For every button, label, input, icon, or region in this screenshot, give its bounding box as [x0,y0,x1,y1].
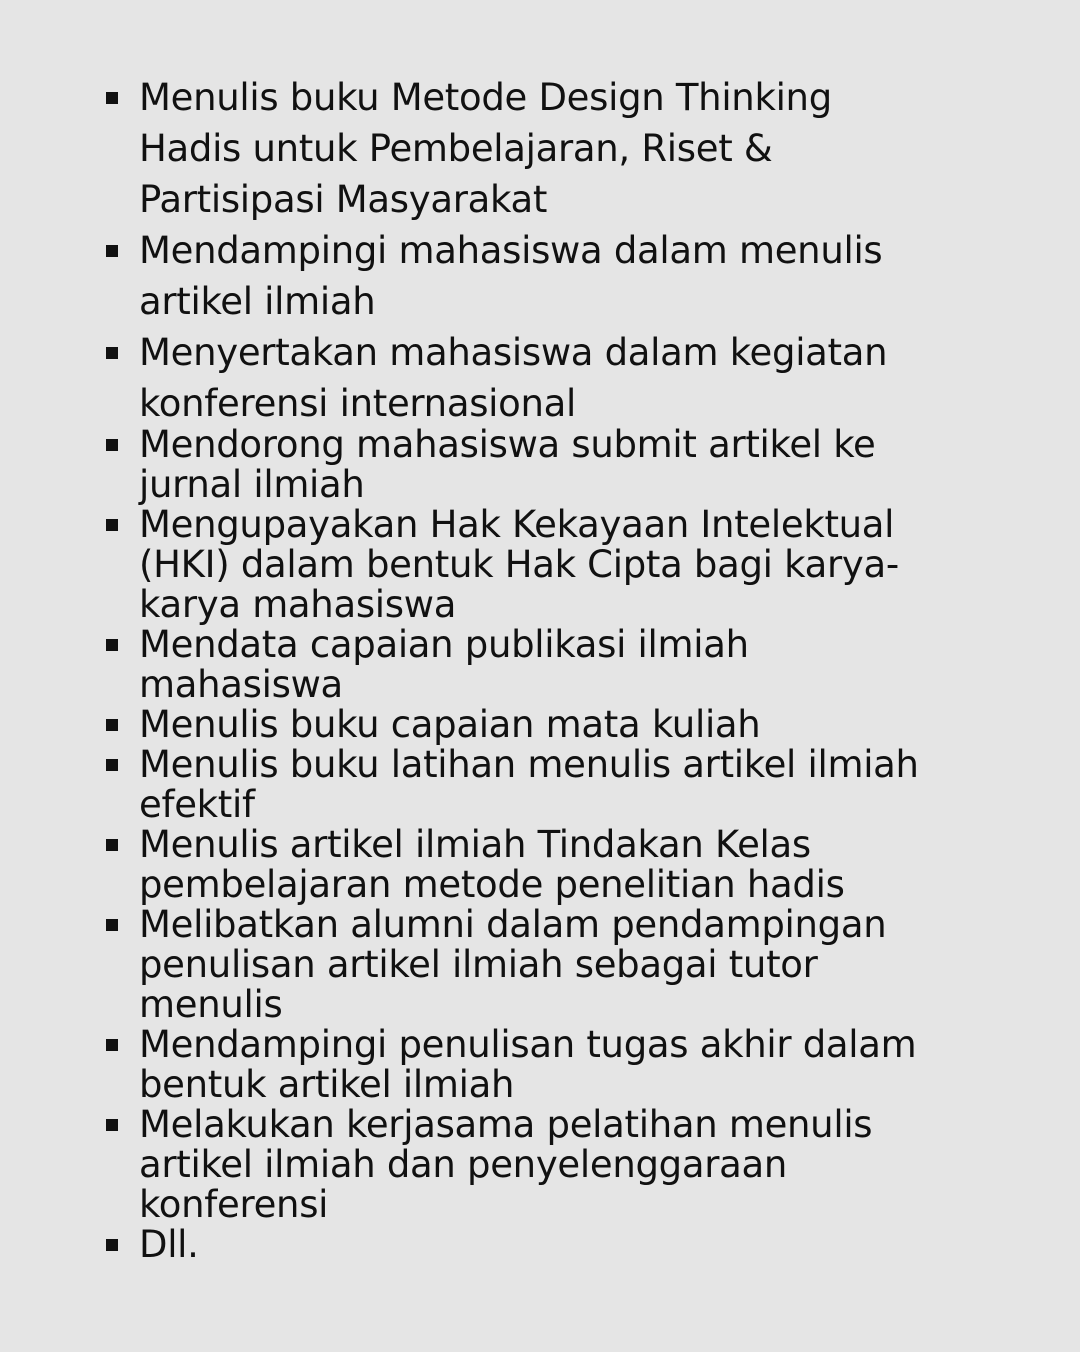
square-bullet-icon [106,245,118,257]
square-bullet-icon [106,347,118,359]
list-item-text [139,72,832,225]
list-item-text [139,425,876,505]
list-item-text [139,1225,199,1265]
list-item-line: jurnal ilmiah [139,463,365,506]
list-item-line: Menulis buku capaian mata kuliah [139,703,761,746]
list-item-line: Mengupayakan Hak Kekayaan Intelektual [139,503,895,546]
square-bullet-icon [106,759,118,771]
list-item-text [139,745,919,825]
list-item-line: Mendampingi penulisan tugas akhir dalam [139,1023,917,1066]
square-bullet-icon [106,92,118,104]
list-item-line: pembelajaran metode penelitian hadis [139,863,845,906]
list-item-line: menulis [139,983,283,1026]
list-item-text [139,625,749,705]
list-item-line: Melibatkan alumni dalam pendampingan [139,903,887,946]
list-item-line: Mendorong mahasiswa submit artikel ke [139,423,876,466]
square-bullet-icon [106,839,118,851]
list-item-line: Mendata capaian publikasi ilmiah [139,623,749,666]
list-item-line: penulisan artikel ilmiah sebagai tutor [139,943,818,986]
square-bullet-icon [106,519,118,531]
list-item-line: konferensi internasional [139,382,576,425]
square-bullet-icon [106,919,118,931]
square-bullet-icon [106,1039,118,1051]
list-item-line: karya mahasiswa [139,583,457,626]
list-item-text [139,327,887,429]
list-item-text [139,505,899,625]
list-item-line: artikel ilmiah dan penyelenggaraan [139,1143,788,1186]
list-item-line: Menulis artikel ilmiah Tindakan Kelas [139,823,811,866]
list-item-line: Menulis buku latihan menulis artikel ilmiah [139,743,919,786]
square-bullet-icon [106,1119,118,1131]
list-item-line: Melakukan kerjasama pelatihan menulis [139,1103,873,1146]
list-item-line: Mendampingi mahasiswa dalam menulis [139,229,883,272]
square-bullet-icon [106,439,118,451]
square-bullet-icon [106,639,118,651]
list-item-text [139,705,760,745]
list-item-line: bentuk artikel ilmiah [139,1063,515,1106]
list-item-text [139,1025,916,1105]
square-bullet-icon [106,719,118,731]
list-item-text [139,905,886,1025]
list-item-text [139,225,882,327]
list-item-line: Dll. [139,1223,199,1266]
list-item-line: Hadis untuk Pembelajaran, Riset & [139,127,773,170]
list-item-line: mahasiswa [139,663,343,706]
list-item-line: artikel ilmiah [139,280,376,323]
list-item-line: Partisipasi Masyarakat [139,178,548,221]
list-item-line: efektif [139,783,255,826]
list-item-line: Menyertakan mahasiswa dalam kegiatan [139,331,888,374]
list-item-text [139,1105,872,1225]
list-item-line: Menulis buku Metode Design Thinking [139,76,832,119]
square-bullet-icon [106,1239,118,1251]
list-item-line: konferensi [139,1183,329,1226]
list-item-text [139,825,845,905]
list-item-line: (HKI) dalam bentuk Hak Cipta bagi karya- [139,543,899,586]
